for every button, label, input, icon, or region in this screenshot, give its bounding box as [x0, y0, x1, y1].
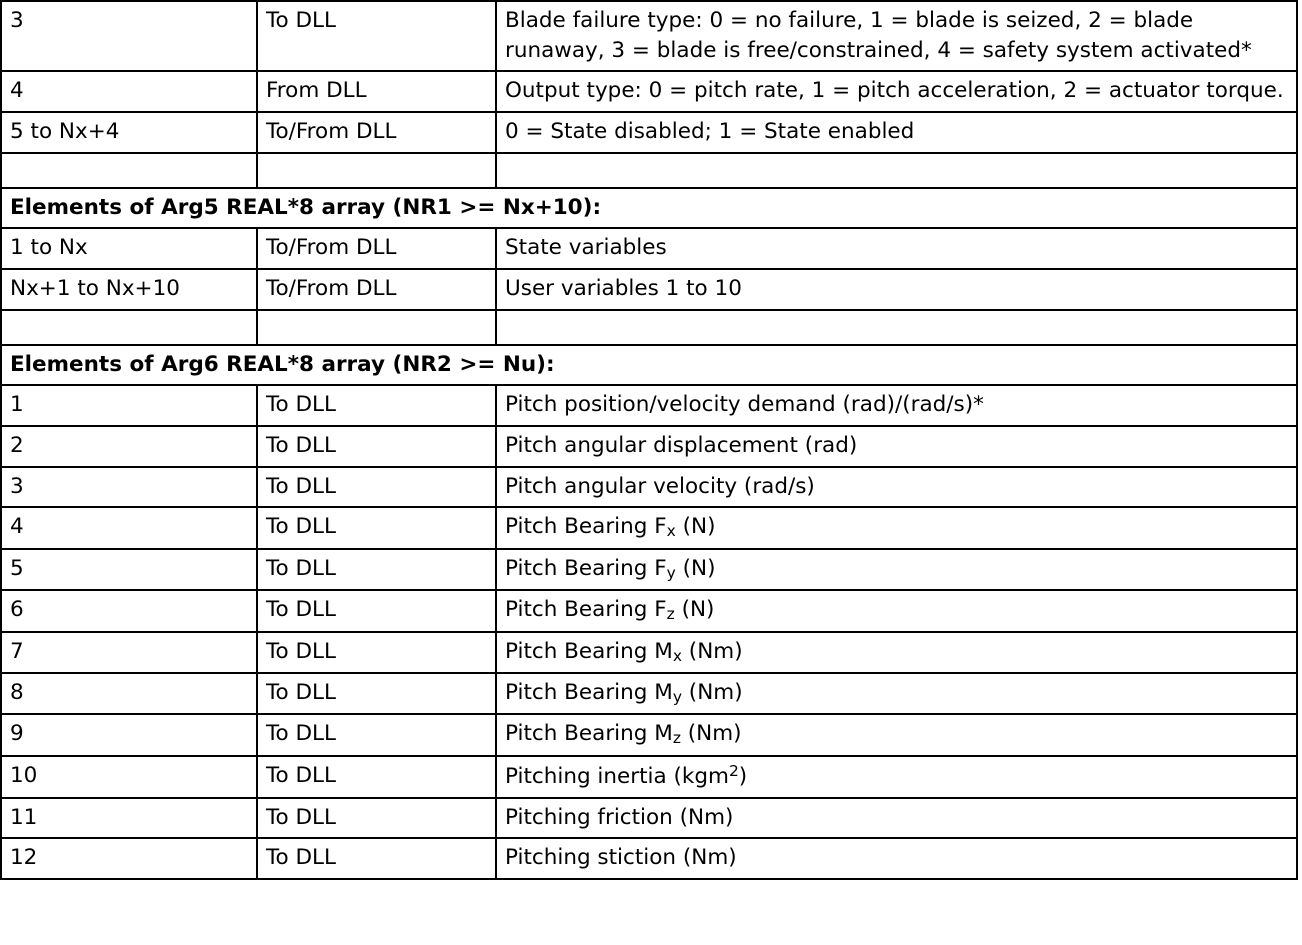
element-description: Output type: 0 = pitch rate, 1 = pitch acceleration, 2 = actuator torque. — [496, 71, 1297, 112]
element-direction: To DLL — [257, 1, 496, 71]
element-index: 8 — [1, 673, 257, 714]
table-row — [1, 112, 1297, 153]
spacer-row — [1, 310, 1297, 345]
element-direction: To/From DLL — [257, 112, 496, 153]
element-direction: To DLL — [257, 507, 496, 548]
element-index: 5 — [1, 549, 257, 590]
element-index: 1 to Nx — [1, 228, 257, 269]
element-index: 2 — [1, 426, 257, 467]
spacer-cell — [1, 310, 257, 345]
element-index: 12 — [1, 838, 257, 879]
element-description: Pitch Bearing $M_y$ (Nm) — [496, 673, 1297, 714]
element-description: Pitching friction (Nm) — [496, 798, 1297, 839]
element-direction: To DLL — [257, 798, 496, 839]
element-description: Pitch position/velocity demand (rad)/(rad/s)* — [496, 385, 1297, 426]
element-description: State variables — [496, 228, 1297, 269]
section-header-row — [1, 345, 1297, 386]
spacer-cell — [257, 153, 496, 188]
element-description: User variables 1 to 10 — [496, 269, 1297, 310]
element-index: 4 — [1, 71, 257, 112]
element-direction: To DLL — [257, 673, 496, 714]
element-index: 3 — [1, 467, 257, 508]
element-direction: To/From DLL — [257, 269, 496, 310]
element-direction: To DLL — [257, 756, 496, 798]
table-row — [1, 714, 1297, 755]
table-row — [1, 673, 1297, 714]
table-row — [1, 632, 1297, 673]
table-row — [1, 385, 1297, 426]
spacer-cell — [1, 153, 257, 188]
element-description: Blade failure type: 0 = no failure, 1 = blade is seized, 2 = blade runaway, 3 = blade is free/constrained, 4 = safety system activated* — [496, 1, 1297, 71]
element-direction: To DLL — [257, 426, 496, 467]
element-direction: To DLL — [257, 385, 496, 426]
element-direction: To DLL — [257, 590, 496, 631]
element-description: Pitch Bearing $M_x$ (Nm) — [496, 632, 1297, 673]
element-direction: To DLL — [257, 714, 496, 755]
element-direction: From DLL — [257, 71, 496, 112]
table-row — [1, 426, 1297, 467]
element-index: 6 — [1, 590, 257, 631]
element-description: Pitch Bearing $F_x$ (N) — [496, 507, 1297, 548]
element-direction: To DLL — [257, 838, 496, 879]
table-row — [1, 1, 1297, 71]
element-description: Pitch Bearing $F_z$ (N) — [496, 590, 1297, 631]
table-row — [1, 467, 1297, 508]
element-direction: To/From DLL — [257, 228, 496, 269]
element-index: 9 — [1, 714, 257, 755]
spacer-row — [1, 153, 1297, 188]
element-index: 10 — [1, 756, 257, 798]
section-header-arg6: Elements of Arg6 REAL*8 array (NR2 >= Nu): — [1, 345, 1297, 386]
element-direction: To DLL — [257, 467, 496, 508]
element-index: 1 — [1, 385, 257, 426]
element-description: 0 = State disabled; 1 = State enabled — [496, 112, 1297, 153]
table-row — [1, 549, 1297, 590]
table-row — [1, 228, 1297, 269]
table-row — [1, 798, 1297, 839]
table-row — [1, 269, 1297, 310]
element-index: Nx+1 to Nx+10 — [1, 269, 257, 310]
element-description: Pitching inertia (kgm$^2$) — [496, 756, 1297, 798]
table-row — [1, 507, 1297, 548]
section-header-row — [1, 188, 1297, 229]
spacer-cell — [496, 310, 1297, 345]
element-description: Pitch angular displacement (rad) — [496, 426, 1297, 467]
spacer-cell — [257, 310, 496, 345]
element-index: 5 to Nx+4 — [1, 112, 257, 153]
element-description: Pitch Bearing $F_y$ (N) — [496, 549, 1297, 590]
element-index: 11 — [1, 798, 257, 839]
element-description: Pitching stiction (Nm) — [496, 838, 1297, 879]
table-row — [1, 71, 1297, 112]
element-direction: To DLL — [257, 632, 496, 673]
table-row — [1, 756, 1297, 798]
spacer-cell — [496, 153, 1297, 188]
element-index: 3 — [1, 1, 257, 71]
table-row — [1, 590, 1297, 631]
table-row — [1, 838, 1297, 879]
element-description: Pitch Bearing $M_z$ (Nm) — [496, 714, 1297, 755]
element-direction: To DLL — [257, 549, 496, 590]
element-index: 7 — [1, 632, 257, 673]
element-index: 4 — [1, 507, 257, 548]
element-description: Pitch angular velocity (rad/s) — [496, 467, 1297, 508]
section-header-arg5: Elements of Arg5 REAL*8 array (NR1 >= Nx+10): — [1, 188, 1297, 229]
